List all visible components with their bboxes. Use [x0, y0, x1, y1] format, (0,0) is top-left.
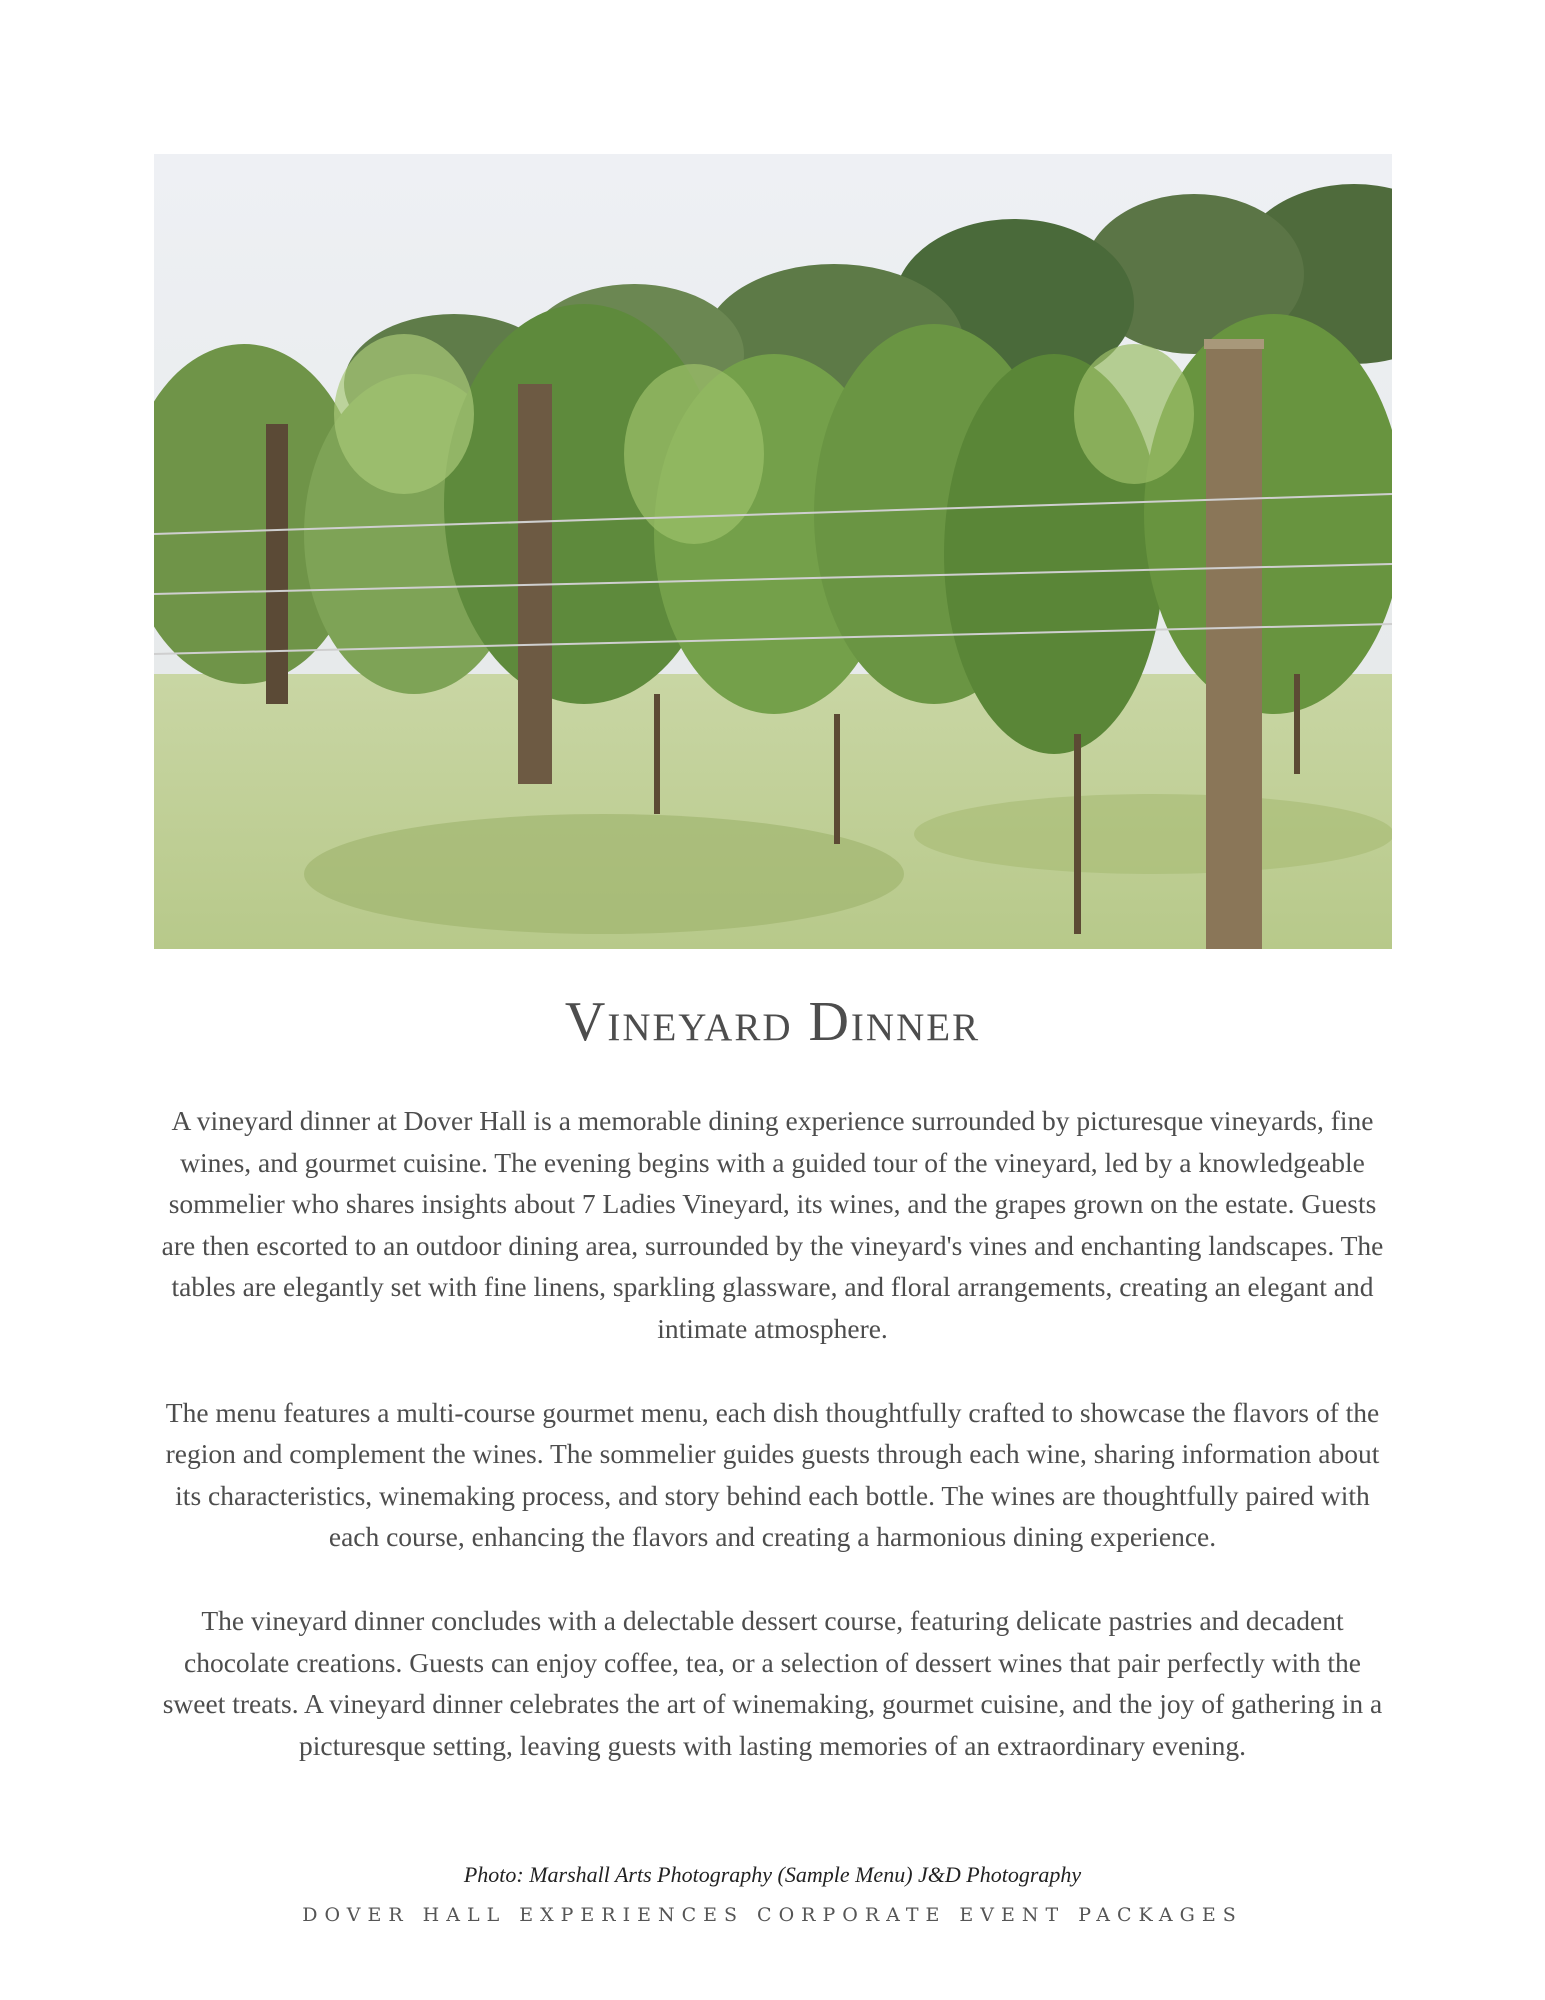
paragraph-menu: The menu features a multi-course gourmet menu, each dish thoughtfully crafted to showcase the flavors of the region and complement the wines. The sommelier guides guests through each wine, sharing information about its characteristics, winemaking process, and story behind each bottle. The wines are thoughtfully paired with each course, enhancing the flavors and creating a harmonious dining experience.: [165, 1396, 1380, 1553]
footer-title: DOVER HALL EXPERIENCES CORPORATE EVENT PACKAGES: [302, 1904, 1243, 1926]
page-title: Vineyard Dinner: [564, 991, 981, 1053]
description-body: [150, 1100, 1395, 1808]
vineyard-photo-icon: [154, 154, 1392, 949]
paragraph-intro: A vineyard dinner at Dover Hall is a memorable dining experience surrounded by picturesque vineyards, fine wines, and gourmet cuisine. The evening begins with a guided tour of the vineyard, led by a knowledgeable sommelier who shares insights about 7 Ladies Vineyard, its wines, and the grapes grown on the estate. Guests are then escorted to an outdoor dining area, surrounded by the vineyard's vines and enchanting landscapes. The tables are elegantly set with fine linens, sparkling glassware, and floral arrangements, creating an elegant and intimate atmosphere.: [161, 1105, 1384, 1344]
paragraph-dessert: The vineyard dinner concludes with a delectable dessert course, featuring delicate pastries and decadent chocolate creations. Guests can enjoy coffee, tea, or a selection of dessert wines that pair perfectly with the sweet treats. A vineyard dinner celebrates the art of winemaking, gourmet cuisine, and the joy of gathering in a picturesque setting, leaving guests with lasting memories of an extraordinary evening.: [162, 1604, 1383, 1761]
vineyard-photo: [154, 154, 1392, 949]
photo-credit: Photo: Marshall Arts Photography (Sample Menu) J&D Photography: [463, 1862, 1082, 1887]
